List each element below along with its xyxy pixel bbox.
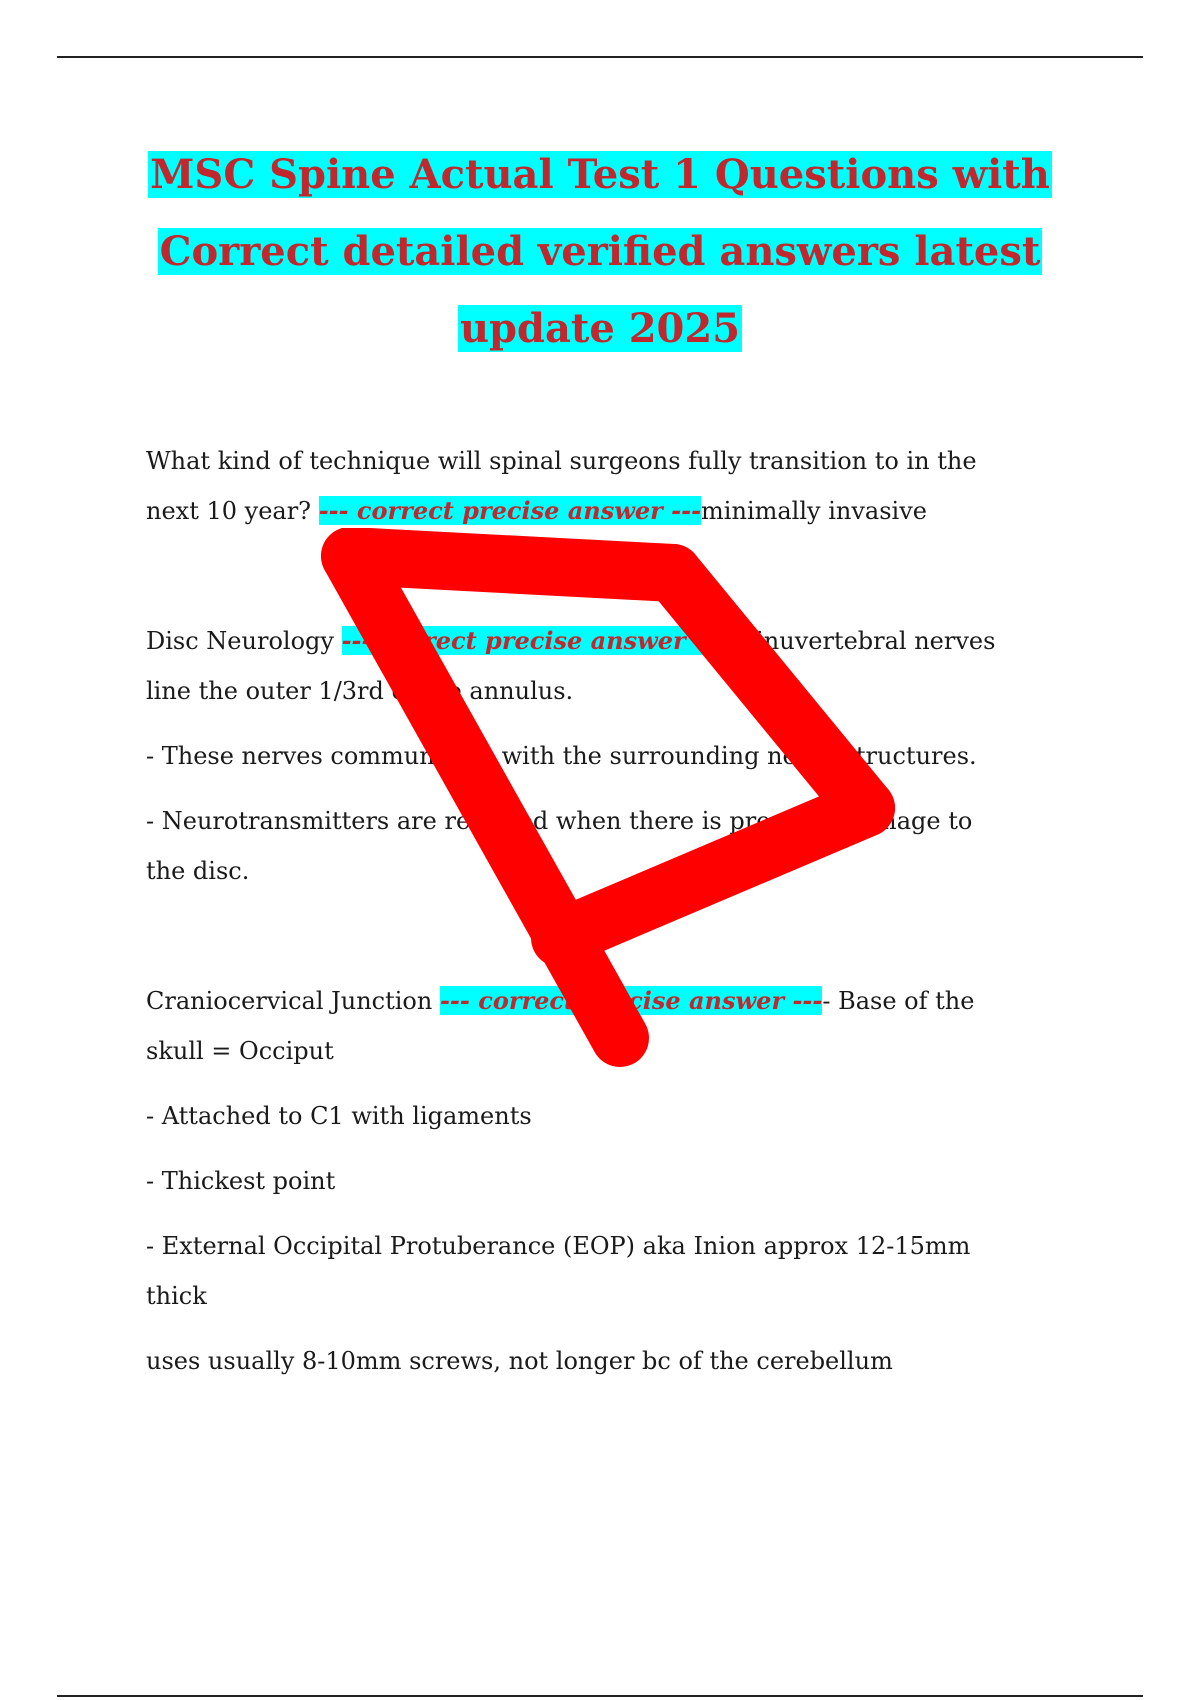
q2-bullet-2: - Neurotransmitters are released when there is pressure/damage to: [146, 807, 973, 835]
q1-answer: minimally invasive: [701, 497, 927, 525]
q2-bullet-1: - These nerves communicate with the surrounding nerve structures.: [146, 742, 977, 770]
answer-marker: --- correct precise answer ---: [341, 626, 724, 655]
document-body: [146, 436, 1076, 1386]
q1-answer-line: next 10 year? --- correct precise answer ---minimally invasive: [146, 496, 927, 525]
q2-term-line: Disc Neurology --- correct precise answer ---- Sinuvertebral nerves: [146, 626, 996, 655]
answer-marker: --- correct precise answer ---: [439, 986, 823, 1015]
page-title: [120, 136, 1080, 367]
title-line-3: update 2025: [459, 305, 741, 352]
q2-term: Disc Neurology: [146, 627, 342, 655]
title-line-1: MSC Spine Actual Test 1 Questions with: [150, 151, 1050, 198]
q3-term-line: Craniocervical Junction --- correct precise answer ---- Base of the: [146, 986, 975, 1015]
q3-bullet-1: - Attached to C1 with ligaments: [146, 1102, 532, 1130]
q3-term: Craniocervical Junction: [146, 987, 440, 1015]
bottom-rule: [57, 1695, 1143, 1697]
q3-bullet-3-continuation: thick: [146, 1282, 207, 1310]
q2-bullet-2-continuation: the disc.: [146, 857, 250, 885]
answer-marker: --- correct precise answer ---: [318, 496, 702, 525]
q3-answer-line: skull = Occiput: [146, 1037, 334, 1065]
q3-bullet-3: - External Occipital Protuberance (EOP) aka Inion approx 12-15mm: [146, 1232, 971, 1260]
q1-question-line: What kind of technique will spinal surgeons fully transition to in the: [146, 447, 977, 475]
top-rule: [57, 56, 1143, 58]
q2-answer-line: line the outer 1/3rd of the annulus.: [146, 677, 574, 705]
q3-bullet-2: - Thickest point: [146, 1167, 336, 1195]
q3-note: uses usually 8-10mm screws, not longer bc of the cerebellum: [146, 1347, 893, 1375]
title-line-2: Correct detailed verified answers latest: [159, 228, 1041, 275]
